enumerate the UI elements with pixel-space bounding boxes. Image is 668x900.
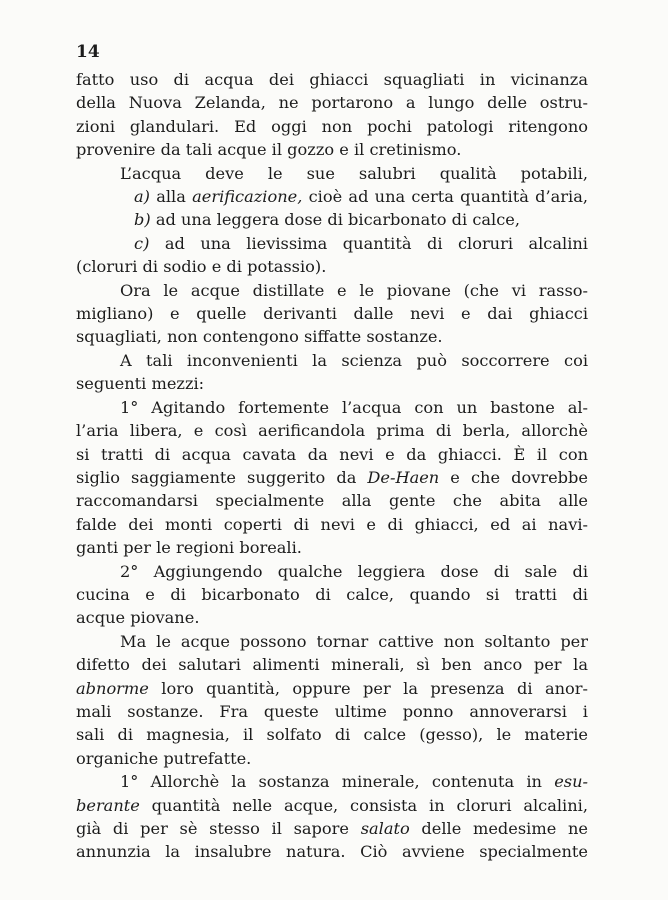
text-span: migliano) e quelle derivanti dalle nevi e dai ghiacci: [76, 304, 588, 324]
text-span: falde dei monti coperti di nevi e di ghiacci, ed ai navi-: [76, 514, 588, 534]
text-span: cucina e di bicarbonato di calce, quando si tratti di: [76, 584, 588, 604]
text-line: [76, 396, 588, 419]
italic-text: b): [134, 210, 151, 230]
text-span: L’acqua deve le sue salubri qualità potabili,: [120, 163, 588, 183]
text-span: A tali inconvenienti la scienza può soccorrere coi: [120, 350, 588, 370]
italic-text: abnorme: [76, 678, 149, 698]
text-span: e che dovrebbe: [439, 467, 588, 487]
text-line: [76, 255, 588, 278]
text-span: quantità nelle acque, consista in cloruri alcalini,: [139, 795, 588, 815]
text-line: [76, 443, 588, 466]
text-line: [76, 653, 588, 676]
italic-text: berante: [76, 795, 140, 815]
text-span: si tratti di acqua cavata da nevi e da ghiacci. È il con: [76, 444, 588, 464]
text-line: [76, 700, 588, 723]
text-span: difetto dei salutari alimenti minerali, sì ben anco per la: [76, 655, 588, 675]
text-line: [76, 817, 588, 840]
text-span: alla: [149, 187, 193, 207]
text-line: [76, 606, 588, 629]
text-span: 2° Aggiungendo qualche leggiera dose di sale di: [120, 561, 588, 581]
text-span: delle medesime ne: [409, 819, 588, 838]
text-span: Ora le acque distillate e le piovane (che vi rasso-: [120, 280, 588, 300]
text-span: mali sostanze. Fra queste ultime ponno annoverarsi i: [76, 701, 588, 721]
text-line: [76, 560, 588, 583]
text-line: [76, 349, 588, 372]
italic-text: a): [134, 187, 150, 207]
text-line: [76, 68, 588, 91]
text-line: [76, 185, 588, 208]
text-span: raccomandarsi specialmente alla gente che abita alle: [76, 491, 588, 511]
text-line: [76, 232, 588, 255]
text-line: [76, 840, 588, 863]
text-line: [76, 91, 588, 114]
italic-text: De-Haen: [367, 467, 440, 487]
text-line: [76, 536, 588, 559]
text-span: 1° Allorchè la sostanza minerale, contenuta in: [120, 772, 555, 792]
text-span: Ma le acque possono tornar cattive non soltanto per: [120, 631, 588, 651]
text-span: siglio saggiamente suggerito da: [76, 467, 368, 487]
italic-text: esu-: [554, 772, 588, 792]
text-line: [76, 302, 588, 325]
text-span: sali di magnesia, il solfato di calce (gesso), le materie: [76, 725, 588, 745]
text-span: 1° Agitando fortemente l’acqua con un bastone al-: [120, 397, 588, 417]
text-line: [76, 466, 588, 489]
text-line: [76, 138, 588, 161]
text-line: [76, 419, 588, 442]
body-text: [76, 68, 588, 864]
text-line: [76, 325, 588, 348]
text-span: l’aria libera, e così aerificandola prima di berla, allorchè: [76, 421, 588, 441]
text-line: [76, 208, 588, 231]
text-span: loro quantità, oppure per la presenza di anor-: [148, 678, 588, 698]
text-line: [76, 513, 588, 536]
text-span: ganti per le regioni boreali.: [76, 538, 302, 558]
text-span: organiche putrefatte.: [76, 748, 252, 768]
text-line: [76, 747, 588, 770]
text-line: [76, 794, 588, 817]
text-line: [76, 677, 588, 700]
text-span: annunzia la insalubre natura. Ciò avviene specialmente: [76, 842, 588, 862]
text-span: squagliati, non contengono siffatte sostanze.: [76, 327, 443, 347]
text-span: (cloruri di sodio e di potassio).: [76, 257, 327, 277]
italic-text: salato: [360, 819, 410, 838]
italic-text: c): [134, 233, 150, 253]
text-line: [76, 630, 588, 653]
text-span: cioè ad una certa quantità d’aria,: [302, 187, 588, 207]
text-span: zioni glandulari. Ed oggi non pochi patologi ritengono: [76, 116, 588, 136]
text-span: ad una leggera dose di bicarbonato di calce,: [150, 210, 521, 230]
text-line: [76, 770, 588, 793]
text-span: ad una lievissima quantità di cloruri alcalini: [149, 233, 588, 253]
page-number: 14: [76, 42, 100, 62]
text-line: [76, 723, 588, 746]
text-line: [76, 583, 588, 606]
text-span: acque piovane.: [76, 608, 200, 628]
text-span: fatto uso di acqua dei ghiacci squagliati in vicinanza: [76, 70, 588, 89]
text-span: già di per sè stesso il sapore: [76, 819, 361, 838]
italic-text: aerificazione,: [192, 187, 303, 207]
text-line: [76, 279, 588, 302]
text-span: della Nuova Zelanda, ne portarono a lungo delle ostru-: [76, 93, 588, 113]
text-span: seguenti mezzi:: [76, 374, 205, 394]
text-span: provenire da tali acque il gozzo e il cretinismo.: [76, 140, 462, 160]
text-line: [76, 489, 588, 512]
text-line: [76, 372, 588, 395]
text-line: [76, 115, 588, 138]
text-line: [76, 162, 588, 185]
